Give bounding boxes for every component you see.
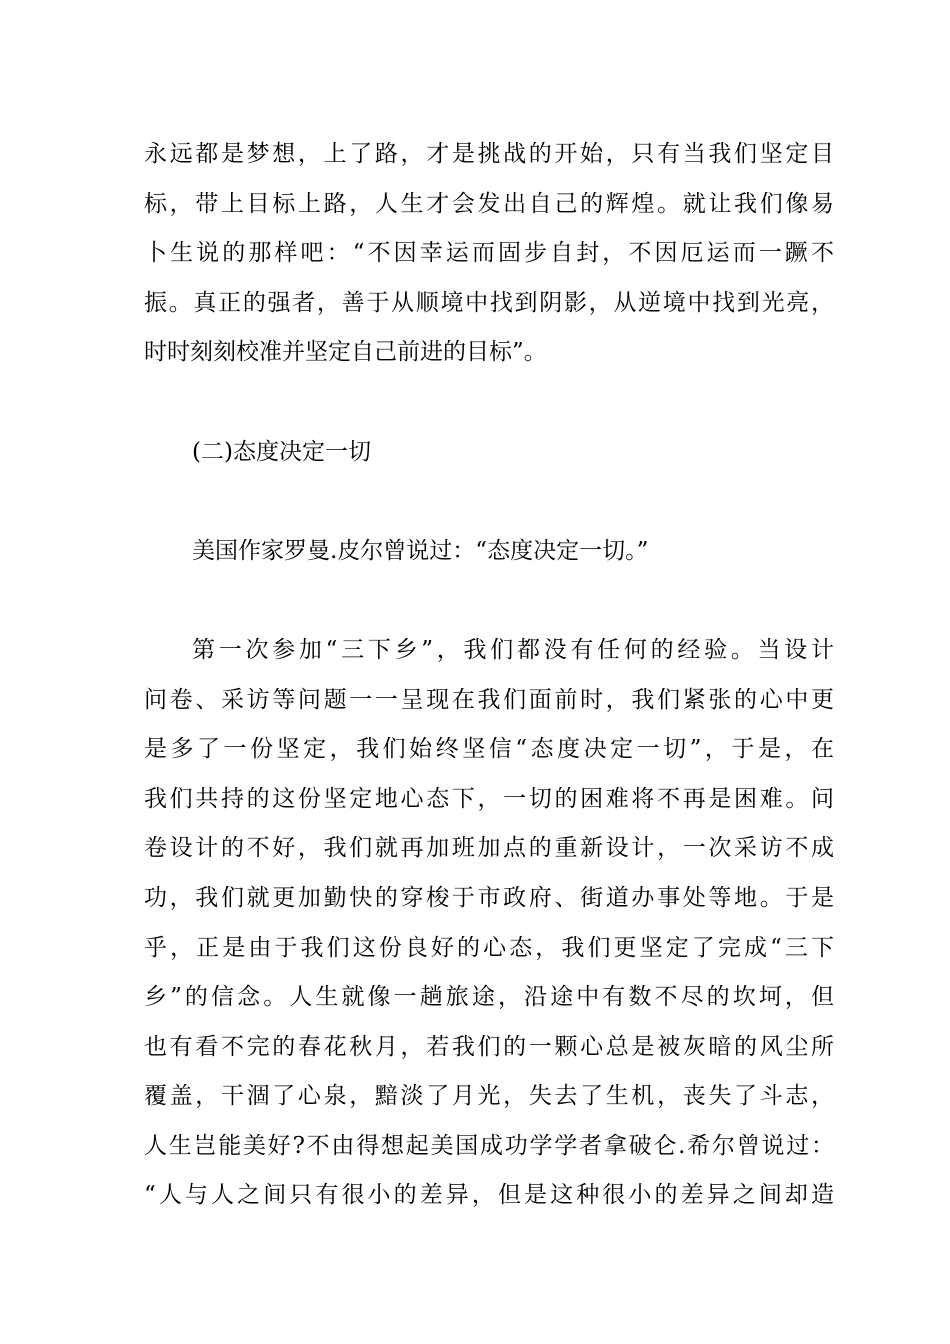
text-line: 功，我们就更加勤快的穿梭于市政府、街道办事处等地。于是 bbox=[144, 884, 834, 911]
text-line: 问卷、采访等问题一一呈现在我们面前时，我们紧张的心中更 bbox=[144, 686, 834, 713]
paragraph-2: 美国作家罗曼.皮尔曾说过：“态度决定一切。” bbox=[192, 537, 649, 564]
paragraph-spacer bbox=[144, 477, 834, 527]
paragraph-1 bbox=[144, 130, 834, 378]
paragraph-spacer bbox=[144, 576, 834, 626]
text-line: 也有看不完的春花秋月，若我们的一颗心总是被灰暗的风尘所 bbox=[144, 1033, 834, 1060]
text-line: 永远都是梦想，上了路，才是挑战的开始，只有当我们坚定目 bbox=[144, 141, 834, 167]
text-line: 我们共持的这份坚定地心态下，一切的困难将不再是困难。问 bbox=[144, 785, 834, 812]
text-line: 第一次参加“三下乡”，我们都没有任何的经验。当设计 bbox=[192, 636, 834, 663]
paragraph-spacer bbox=[144, 378, 834, 428]
text-line: 是多了一份坚定，我们始终坚信“态度决定一切”，于是，在 bbox=[144, 736, 834, 763]
text-line: 振。真正的强者，善于从顺境中找到阴影，从逆境中找到光亮， bbox=[144, 289, 834, 316]
text-line: 卜生说的那样吧：“不因幸运而固步自封，不因厄运而一蹶不 bbox=[144, 240, 834, 267]
paragraph-3 bbox=[144, 626, 834, 1221]
text-line: 覆盖，干涸了心泉，黯淡了月光，失去了生机，丧失了斗志， bbox=[144, 1083, 834, 1110]
text-line: 卷设计的不好，我们就再加班加点的重新设计，一次采访不成 bbox=[144, 835, 834, 862]
section-heading: (二)态度决定一切 bbox=[192, 438, 371, 465]
text-line: 时时刻刻校准并坚定自己前进的目标”。 bbox=[144, 339, 547, 366]
text-line: 人生岂能美好?不由得想起美国成功学学者拿破仑.希尔曾说过： bbox=[144, 1132, 834, 1159]
text-line: 标，带上目标上路，人生才会发出自己的辉煌。就让我们像易 bbox=[144, 190, 834, 217]
text-line: 乡”的信念。人生就像一趟旅途，沿途中有数不尽的坎坷，但 bbox=[144, 984, 834, 1011]
text-line: 乎，正是由于我们这份良好的心态，我们更坚定了完成“三下 bbox=[144, 934, 834, 961]
text-line: “人与人之间只有很小的差异，但是这种很小的差异之间却造 bbox=[144, 1182, 834, 1209]
document-body bbox=[144, 130, 834, 1221]
